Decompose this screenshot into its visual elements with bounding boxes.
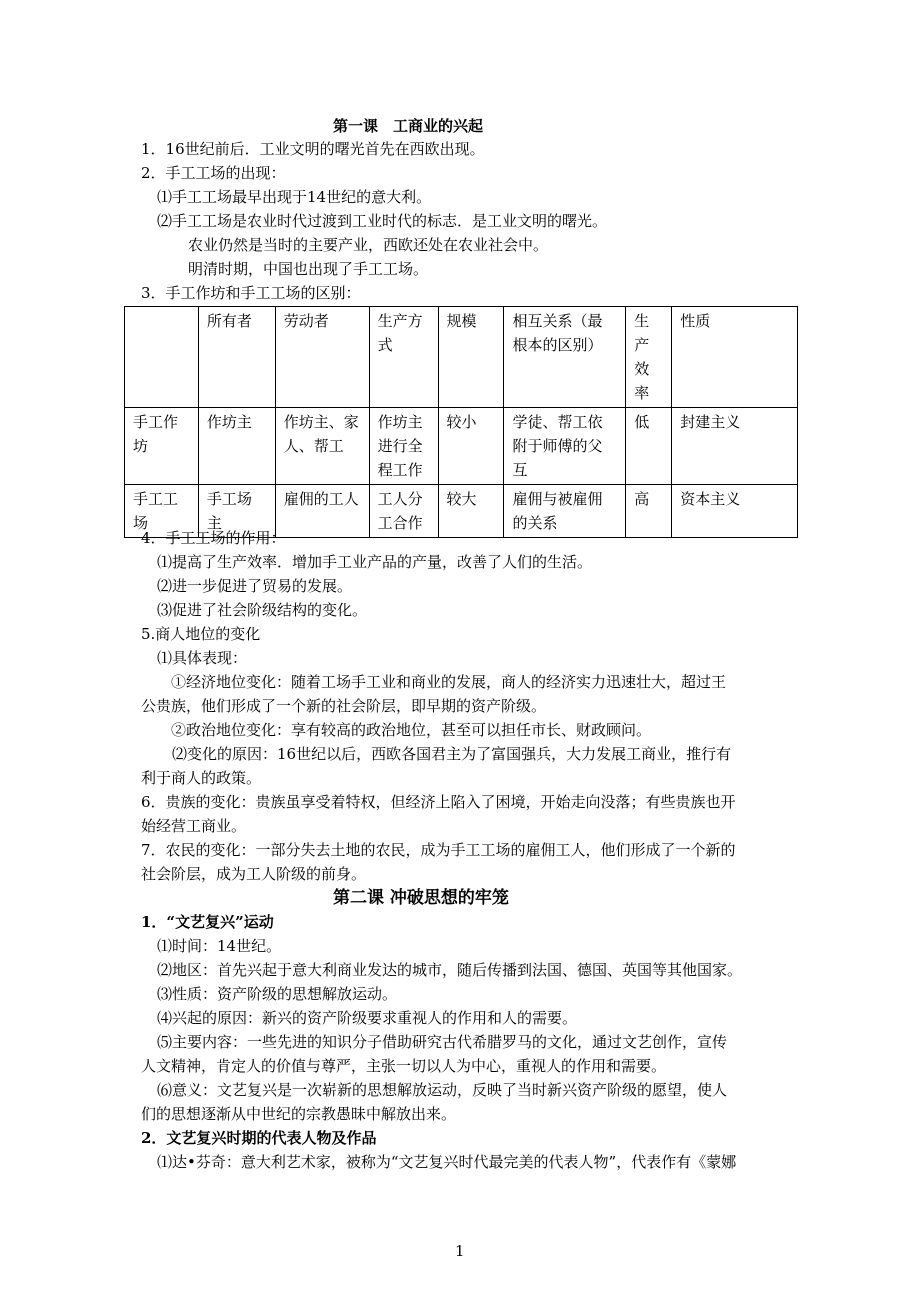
paragraph: ⑴手工工场最早出现于14世纪的意大利。 <box>157 188 432 206</box>
paragraph: ②政治地位变化：享有较高的政治地位，甚至可以担任市长、财政顾问。 <box>171 721 652 739</box>
table-header-cell: 所有者 <box>198 307 275 408</box>
table-cell: 高 <box>626 485 672 538</box>
table-cell: 较小 <box>438 408 504 485</box>
paragraph: 3．手工作坊和手工工场的区别： <box>141 284 361 302</box>
paragraph: 们的思想逐渐从中世纪的宗教愚昧中解放出来。 <box>141 1105 457 1123</box>
paragraph: ⑶促进了社会阶级结构的变化。 <box>157 601 368 619</box>
table-cell: 作坊主、家人、帮工 <box>275 408 369 485</box>
paragraph: ⑵地区：首先兴起于意大利商业发达的城市，随后传播到法国、德国、英国等其他国家。 <box>157 961 743 979</box>
paragraph: ⑵变化的原因：16世纪以后，西欧各国君主为了富国强兵，大力发展工商业，推行有 <box>172 745 732 763</box>
table-cell: 较大 <box>438 485 504 538</box>
table-header-cell: 生产效率 <box>626 307 672 408</box>
table-header-cell: 劳动者 <box>275 307 369 408</box>
paragraph: ⑴具体表现： <box>157 649 248 667</box>
table-cell: 资本主义 <box>672 485 798 538</box>
paragraph: 农业仍然是当时的主要产业，西欧还处在农业社会中。 <box>188 236 549 254</box>
table-cell: 低 <box>626 408 672 485</box>
section-heading: 2．文艺复兴时期的代表人物及作品 <box>141 1129 377 1147</box>
table-cell: 学徒、帮工依附于师傅的父互 <box>504 408 626 485</box>
paragraph: 6．贵族的变化：贵族虽享受着特权，但经济上陷入了困境，开始走向没落；有些贵族也开 <box>141 793 736 811</box>
paragraph: 明清时期，中国也出现了手工工场。 <box>188 260 429 278</box>
paragraph: 7．农民的变化：一部分失去土地的农民，成为手工工场的雇佣工人，他们形成了一个新的 <box>141 841 736 859</box>
paragraph: ⑸主要内容：一些先进的知识分子借助研究古代希腊罗马的文化，通过文艺创作，宣传 <box>157 1033 728 1051</box>
paragraph: 人文精神，肯定人的价值与尊严，主张一切以人为中心，重视人的作用和需要。 <box>141 1057 667 1075</box>
table-cell: 工人分工合作 <box>369 485 438 538</box>
paragraph: ⑵手工工场是农业时代过渡到工业时代的标志．是工业文明的曙光。 <box>157 212 608 230</box>
table-cell: 雇佣的工人 <box>275 485 369 538</box>
paragraph: ⑶性质：资产阶级的思想解放运动。 <box>157 985 398 1003</box>
paragraph: 2．手工工场的出现： <box>141 164 286 182</box>
paragraph: ①经济地位变化：随着工场手工业和商业的发展，商人的经济实力迅速壮大，超过王 <box>171 673 727 691</box>
table-header-cell: 生产方式 <box>369 307 438 408</box>
paragraph: ⑹意义：文艺复兴是一次崭新的思想解放运动，反映了当时新兴资产阶级的愿望，使人 <box>157 1081 728 1099</box>
table-cell: 手工作坊 <box>125 408 199 485</box>
paragraph: ⑴提高了生产效率．增加手工业产品的产量，改善了人们的生活。 <box>157 553 593 571</box>
table-header-cell: 性质 <box>672 307 798 408</box>
table-cell: 作坊主 <box>198 408 275 485</box>
paragraph: 社会阶层，成为工人阶级的前身。 <box>141 865 367 883</box>
lesson2-title: 第二课 冲破思想的牢笼 <box>333 888 509 908</box>
table-cell: 手工场主 <box>198 485 275 538</box>
lesson1-title: 第一课 工商业的兴起 <box>333 117 484 135</box>
section-heading: 1．“文艺复兴”运动 <box>141 913 274 931</box>
paragraph: 5.商人地位的变化 <box>141 625 261 643</box>
table-header-cell <box>125 307 199 408</box>
page-number: 1 <box>455 1242 465 1260</box>
table-cell: 雇佣与被雇佣的关系 <box>504 485 626 538</box>
table-cell: 手工工场 <box>125 485 199 538</box>
table-header-row <box>125 307 798 408</box>
paragraph: 始经营工商业。 <box>141 817 247 835</box>
table-cell: 封建主义 <box>672 408 798 485</box>
table-header-cell: 规模 <box>438 307 504 408</box>
comparison-table <box>124 306 798 538</box>
table-row <box>125 408 798 485</box>
table-header-cell: 相互关系（最根本的区别） <box>504 307 626 408</box>
paragraph: ⑴时间：14世纪。 <box>157 937 282 955</box>
paragraph: 1．16世纪前后．工业文明的曙光首先在西欧出现。 <box>141 140 485 158</box>
table-cell: 作坊主进行全程工作 <box>369 408 438 485</box>
paragraph: 利于商人的政策。 <box>141 769 262 787</box>
paragraph: 公贵族，他们形成了一个新的社会阶层，即早期的资产阶级。 <box>141 697 547 715</box>
paragraph: ⑴达•芬奇：意大利艺术家，被称为“文艺复兴时代最完美的代表人物”，代表作有《蒙娜 <box>157 1153 737 1171</box>
paragraph: ⑷兴起的原因：新兴的资产阶级要求重视人的作用和人的需要。 <box>157 1009 578 1027</box>
paragraph: ⑵进一步促进了贸易的发展。 <box>157 577 353 595</box>
paragraph: 4．手工工场的作用： <box>141 529 286 547</box>
